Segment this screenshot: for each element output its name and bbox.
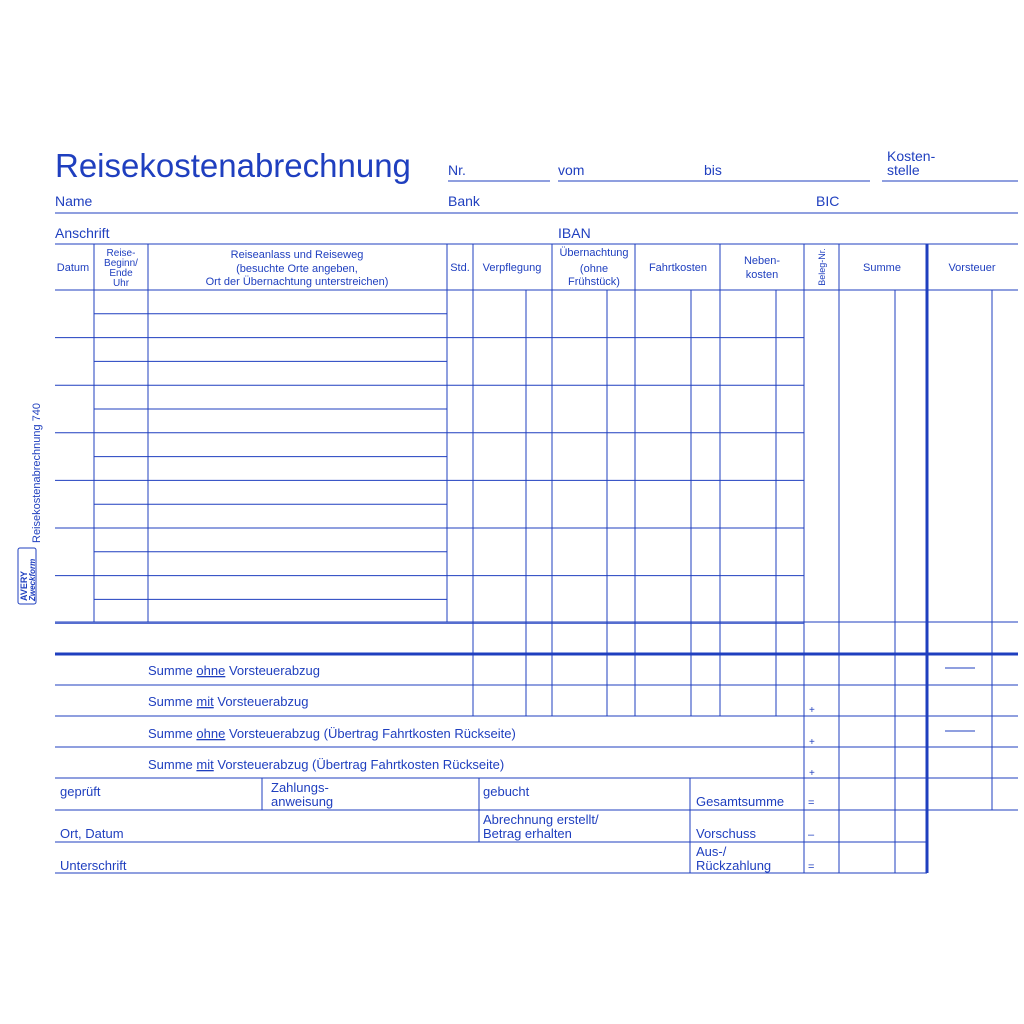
equals-sign: = bbox=[808, 797, 815, 809]
col-reise-line3: Ende bbox=[109, 268, 133, 279]
col-reise bbox=[104, 248, 138, 289]
ort-datum-label: Ort, Datum bbox=[60, 826, 124, 841]
col-summe: Summe bbox=[863, 262, 901, 274]
total-row-mit: Summe mit Vorsteuerabzug bbox=[148, 694, 309, 709]
col-uebernachtung-line1: Übernachtung bbox=[559, 247, 629, 259]
kostenstelle-label-line2: stelle bbox=[887, 162, 920, 178]
vom-label: vom bbox=[558, 162, 585, 178]
col-uebernachtung-line3: Frühstück) bbox=[568, 276, 620, 288]
avery-zweckform-logo bbox=[18, 548, 37, 604]
iban-label: IBAN bbox=[558, 225, 591, 241]
minus-sign: – bbox=[808, 829, 815, 841]
plus-sign: + bbox=[809, 705, 815, 716]
equals-sign: = bbox=[808, 861, 815, 873]
col-anlass-line3: Ort der Übernachtung unterstreichen) bbox=[205, 276, 389, 288]
col-vorsteuer: Vorsteuer bbox=[948, 262, 996, 274]
name-label: Name bbox=[55, 193, 93, 209]
bis-label: bis bbox=[704, 162, 722, 178]
total-row-ohne-uebertrag: Summe ohne Vorsteuerabzug (Übertrag Fahrtkosten Rückseite) bbox=[148, 726, 516, 741]
anschrift-label: Anschrift bbox=[55, 225, 110, 241]
col-reise-line1: Reise- bbox=[106, 248, 136, 259]
col-reise-line2: Beginn/ bbox=[104, 258, 138, 269]
col-anlass-line1: Reiseanlass und Reiseweg bbox=[230, 249, 364, 261]
col-uebernachtung bbox=[559, 247, 628, 288]
aus-rueckzahlung-line2: Rückzahlung bbox=[696, 858, 772, 873]
kostenstelle-label-line1: Kosten- bbox=[887, 148, 936, 164]
zahlungsanweisung-line2: anweisung bbox=[271, 794, 334, 809]
col-fahrtkosten: Fahrtkosten bbox=[648, 262, 708, 274]
vorschuss-label: Vorschuss bbox=[696, 826, 756, 841]
total-row-ohne: Summe ohne Vorsteuerabzug bbox=[148, 663, 321, 678]
aus-rueckzahlung-line1: Aus-/ bbox=[696, 844, 727, 859]
gebucht-label: gebucht bbox=[483, 784, 530, 799]
col-verpflegung: Verpflegung bbox=[482, 262, 542, 274]
col-std: Std. bbox=[450, 262, 470, 274]
bank-label: Bank bbox=[448, 193, 480, 209]
col-datum: Datum bbox=[56, 262, 90, 274]
bic-label: BIC bbox=[816, 193, 840, 209]
form-title: Reisekostenabrechnung bbox=[55, 147, 411, 184]
plus-sign: + bbox=[809, 768, 815, 779]
col-neben-line2: kosten bbox=[745, 269, 779, 281]
form-number-label: Reisekostenabrechnung 740 bbox=[31, 402, 43, 543]
unterschrift-label: Unterschrift bbox=[60, 858, 127, 873]
geprueft-label: geprüft bbox=[60, 784, 101, 799]
nr-label: Nr. bbox=[448, 162, 466, 178]
gesamtsumme-label: Gesamtsumme bbox=[696, 794, 785, 809]
col-anlass-line2: (besuchte Orte angeben, bbox=[236, 263, 358, 275]
plus-sign: + bbox=[809, 737, 815, 748]
col-reise-line4: Uhr bbox=[112, 278, 130, 289]
col-beleg-nr: Beleg-Nr. bbox=[817, 248, 827, 286]
abrechnung-line1: Abrechnung erstellt/ bbox=[483, 812, 599, 827]
total-row-mit-uebertrag: Summe mit Vorsteuerabzug (Übertrag Fahrtkosten Rückseite) bbox=[148, 757, 505, 772]
brand-line1: AVERY bbox=[19, 570, 29, 601]
col-neben-line1: Neben- bbox=[743, 255, 781, 267]
col-anlass bbox=[206, 249, 389, 288]
brand-line2: Zweckform bbox=[28, 558, 37, 601]
abrechnung-line2: Betrag erhalten bbox=[483, 826, 572, 841]
zahlungsanweisung-line1: Zahlungs- bbox=[271, 780, 329, 795]
col-nebenkosten bbox=[744, 255, 780, 281]
col-uebernachtung-line2: (ohne bbox=[579, 263, 609, 275]
